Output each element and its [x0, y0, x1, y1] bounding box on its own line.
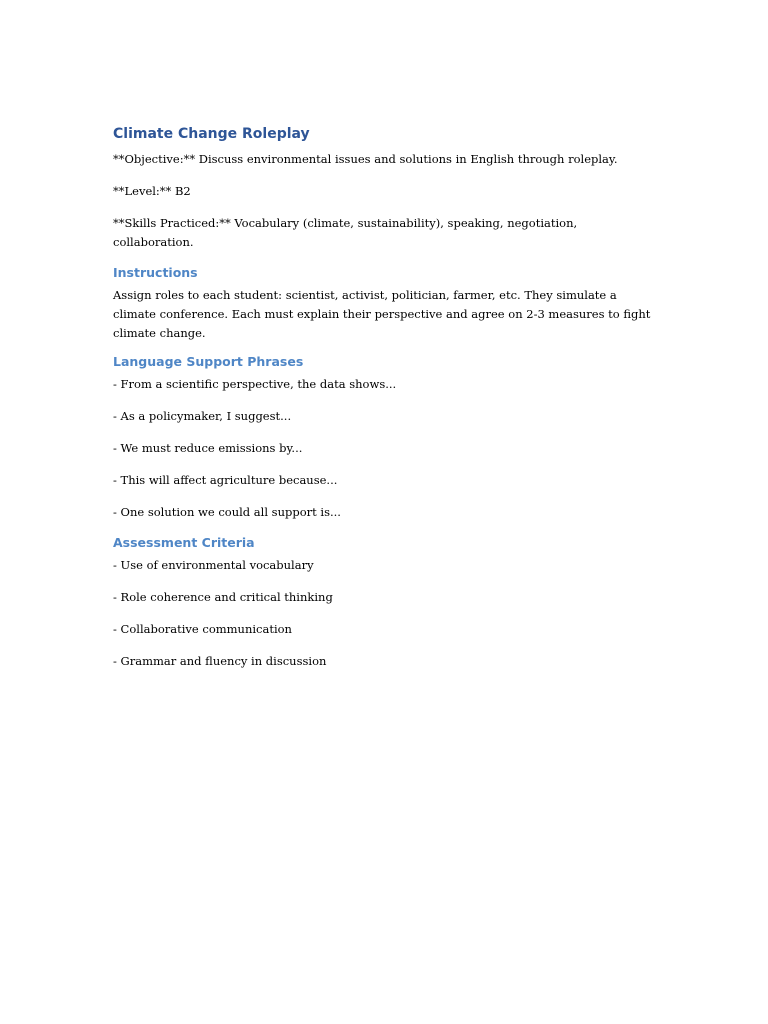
phrase-item: - This will affect agriculture because...: [113, 473, 338, 487]
document-title: Climate Change Roleplay: [113, 126, 310, 142]
phrase-item: - We must reduce emissions by...: [113, 441, 303, 455]
assessment-heading: Assessment Criteria: [113, 535, 255, 550]
phrase-item: - One solution we could all support is...: [113, 505, 341, 519]
assessment-item: - Grammar and fluency in discussion: [113, 654, 327, 668]
instructions-heading: Instructions: [113, 265, 198, 280]
document-content: [113, 124, 658, 671]
assessment-item: - Use of environmental vocabulary: [113, 558, 314, 572]
instructions-body: Assign roles to each student: scientist, activist, politician, farmer, etc. They simulate a climate conference. Each must explain their perspective and agree on 2-3 measures to fight climate change.: [113, 288, 651, 340]
skills-line: **Skills Practiced:** Vocabulary (climate, sustainability), speaking, negotiation, collaboration.: [113, 216, 578, 249]
level-line: **Level:** B2: [113, 184, 191, 198]
assessment-item: - Collaborative communication: [113, 622, 292, 636]
phrase-item: - As a policymaker, I suggest...: [113, 409, 292, 423]
phrase-item: - From a scientific perspective, the data shows...: [113, 377, 397, 391]
objective-line: **Objective:** Discuss environmental issues and solutions in English through roleplay.: [113, 152, 618, 166]
assessment-item: - Role coherence and critical thinking: [113, 590, 333, 604]
phrases-heading: Language Support Phrases: [113, 354, 304, 369]
